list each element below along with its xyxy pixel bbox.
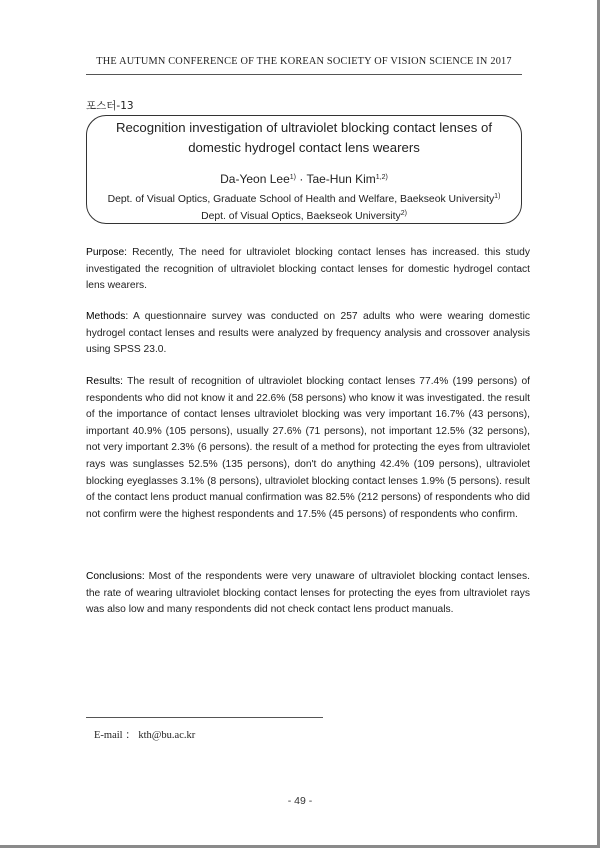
author-affiliation-mark: 1) [289,174,296,181]
purpose-label: Purpose: [86,247,128,258]
header-rule [86,74,522,75]
author-separator: · [295,172,307,186]
conclusions-label: Conclusions: [86,571,145,582]
results-text: The result of recognition of ultraviolet blocking contact lenses 77.4% (199 persons) of respondents who did not know it and 22.6% (58 persons) who know it was investigated. the result of the importance of contact lenses ultraviolet blocking was very important 16.7% (43 persons), important 40.9% (105 persons), usually 27.6% (71 persons), not important 12.5% (32 persons), not very important 2.3% (6 persons). the result of a method for protecting the eyes from ultraviolet rays was sunglasses 52.5% (135 persons), don't do anything 42.4% (109 persons), ultraviolet blocking eyeglasses 3.1% (8 persons), ultraviolet blocking contact lenses 1.9% (5 persons). result of the contact lens product manual confirmation was 82.5% (212 persons) of respondents who did not confirm were the highest respondents and 17.5% (45 persons) of respondents who confirm. [86,376,531,520]
footnote-rule [86,717,323,718]
methods-section [86,309,530,359]
results-section [86,374,530,523]
affiliation-1 [86,193,522,205]
affiliation-mark: 2) [400,210,407,217]
conclusions-text: Most of the respondents were very unaware of ultraviolet blocking contact lenses. the rate of wearing ultraviolet blocking contact lenses for protecting the eyes from ultraviolet rays was also low and many respondents did not check contact lens product manuals. [86,571,530,616]
author-name: Tae-Hun Kim [306,172,376,186]
affiliation-2 [86,210,522,222]
email-separator: ： [125,730,136,741]
author-name: Da-Yeon Lee [220,172,290,186]
affiliation-text: Dept. of Visual Optics, Baekseok University [201,211,401,222]
affiliation-text: Dept. of Visual Optics, Graduate School of Health and Welfare, Baekseok University [107,194,495,205]
conclusions-section [86,569,530,619]
footnote-email [94,727,195,742]
running-header: THE AUTUMN CONFERENCE OF THE KOREAN SOCIETY OF VISION SCIENCE IN 2017 [96,56,512,67]
paper-title: Recognition investigation of ultraviolet blocking contact lenses of domestic hydrogel contact lens wearers [115,120,493,155]
results-label: Results: [86,376,124,387]
poster-label: 포스터-13 [86,100,134,112]
methods-text: A questionnaire survey was conducted on 257 adults who were wearing domestic hydrogel contact lenses and results were analyzed by frequency analysis and crossover analysis using SPSS 23.0. [86,311,530,356]
purpose-text: Recently, The need for ultraviolet blocking contact lenses has increased. this study investigated the recognition of ultraviolet blocking contact lenses for domestic hydrogel contact lens wearers. [86,247,530,292]
purpose-section [86,245,530,295]
affiliation-mark: 1) [494,193,501,200]
email-address: kth@bu.ac.kr [138,730,196,741]
author-affiliation-mark: 1,2) [375,174,388,181]
author-line [96,172,512,186]
email-label: E-mail [94,730,123,741]
page-number: - 49 - [287,795,313,807]
methods-label: Methods: [86,311,129,322]
